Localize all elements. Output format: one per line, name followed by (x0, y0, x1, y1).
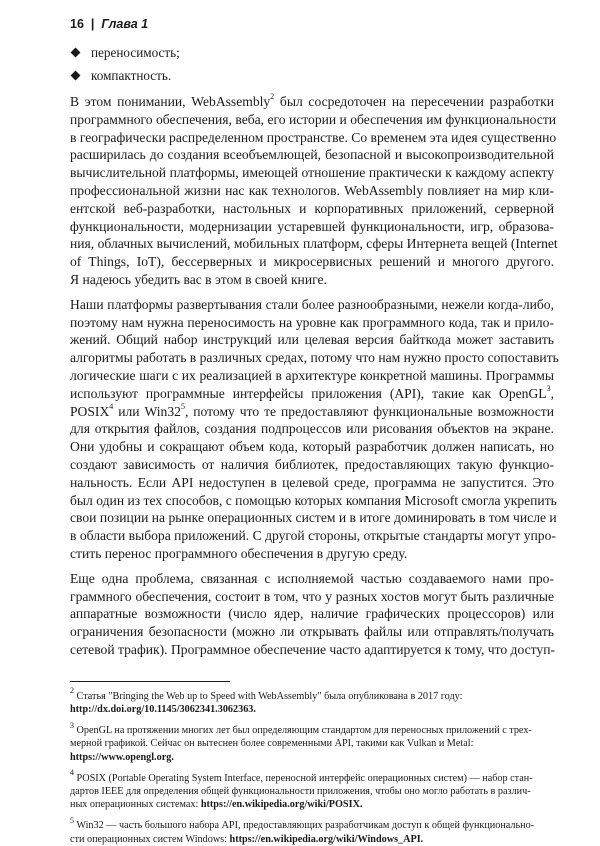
footnote-link[interactable]: https://en.wikipedia.org/wiki/POSIX. (200, 799, 363, 811)
text-line: функциональности, модернизации устаревшей функциональности, игр, образова- (70, 218, 554, 234)
diamond-bullet-icon (71, 71, 81, 81)
text-line: алгоритмы работать в различных средах, потому что нам нужно просто сопоставить (70, 350, 559, 366)
list-item (70, 41, 554, 64)
footnote-number: 4 (70, 768, 74, 778)
footnote-text: сти операционных систем Windows: (70, 833, 230, 845)
paragraph-host-capabilities (70, 570, 554, 659)
footnote-line (70, 815, 554, 832)
text-line: Еще одна проблема, связанная с исполняемой частью создаваемого нами про- (70, 570, 554, 586)
footnote-number: 2 (70, 686, 74, 696)
text-line: используют программные интерфейсы приложения (API), такие как OpenGL$^3$, (70, 384, 554, 401)
footnote-line (70, 720, 554, 737)
footnote-text: POSIX (Portable Operating System Interface, переносной интерфейс операционных систем) — набор стан- (76, 772, 533, 784)
footnote-divider (70, 681, 230, 682)
footnote-line (70, 737, 554, 750)
footnote-ref[interactable]: 2 (270, 92, 275, 102)
text-line: граммного обеспечения, состоит в том, что у разных хостов могут быть различные (70, 588, 554, 604)
diamond-bullet-icon (71, 48, 81, 58)
footnote-line (70, 768, 554, 785)
footnote-text: дартов IEEE для определения общей функциональности приложения, чтобы оно могло работать в различ- (70, 785, 531, 797)
footnote-line (70, 833, 554, 846)
footnote-line (70, 703, 554, 716)
footnote-line (70, 798, 554, 811)
text-line: ограничения безопасности (можно ли открывать файлы или отправлять/получать (70, 624, 554, 640)
footnote-number: 3 (70, 720, 74, 730)
footnote-text: Статья "Bringing the Web up to Speed with WebAssembly" была опубликована в 2017 году: (76, 690, 463, 702)
footnote (70, 686, 554, 716)
text-line: для открытия файлов, создания подпроцессов или рисования объектов на экране. (70, 421, 554, 437)
footnote-link[interactable]: https://www.opengl.org. (70, 751, 174, 763)
footnote-text: Win32 — часть большого набора API, предоставляющих разработчикам доступ к общей функционально- (76, 820, 535, 832)
footnote (70, 768, 554, 812)
text-line: of Things, IoT), бессерверных и микросервисных решений и многого другого. (70, 254, 554, 270)
text-line: Я надеюсь убедить вас в этом в своей книге. (70, 271, 327, 287)
running-header (70, 14, 554, 34)
text-line: расширилась до создания всеобъемлющей, безопасной и высокопроизводительной (70, 147, 554, 163)
footnote (70, 815, 554, 845)
text-line: нальность. Если API недоступен в целевой среде, программа не запустится. Это (70, 474, 554, 490)
text-line: сетевой трафик). Программное обеспечение часто адаптируется к тому, что доступ- (70, 641, 555, 657)
footnote-text: ных операционных системах: (70, 799, 201, 811)
bullet-text: переносимость; (91, 44, 180, 60)
text-line: ентской веб-разработки, настольных и корпоративных приложений, серверной (70, 200, 554, 216)
text-line: POSIX$^4$ или $Win32^5$, потому что те предоставляют функциональные возможности (70, 402, 554, 419)
footnote-link[interactable]: https://en.wikipedia.org/wiki/Windows_API. (229, 833, 424, 845)
footnote-ref[interactable]: 5 (180, 402, 185, 412)
header-separator: | (90, 17, 95, 31)
footnote-text: OpenGL на протяжении многих лет был определяющим стандартом для переносных приложений с трех- (76, 725, 532, 737)
bullet-list (70, 41, 554, 87)
bullet-text: компактность. (91, 67, 172, 83)
page-number: 16 (70, 17, 84, 31)
text-line: логические шаги с их реализацией в архитектуре конкретной машины. Программы (70, 367, 554, 383)
text-line: в географически распределенном пространстве. Со временем эта идея существенно (70, 129, 557, 145)
text-line: свои позиции на рынке операционных систем и в итоге доминировать в том числе и (70, 510, 557, 526)
footnote-line (70, 751, 554, 764)
text-line: аппаратные возможности (число ядер, наличие графических процессоров) или (70, 606, 554, 622)
text-line: создают зависимость от наличия библиотек, предоставляющих такую функцио- (70, 456, 554, 472)
footnote-line (70, 785, 554, 798)
text-line: был один из тех способов, с помощью которых компания Microsoft смогла укрепить (70, 492, 557, 508)
paragraph-portability (70, 296, 559, 563)
text-line: Они удобны и сокращают объем кода, который разработчик должен написать, но (70, 439, 554, 455)
text-line: ния, облачных вычислений, мобильных платформ, сферы Интернета вещей (Internet (70, 236, 558, 252)
text-line: Наши платформы развертывания стали более разнообразными, нежели когда-либо, (70, 296, 554, 312)
footnote-number: 5 (70, 815, 74, 825)
text-line: поэтому нам нужна переносимость на уровне как программного кода, так и прило- (70, 314, 554, 330)
footnote-link[interactable]: http://dx.doi.org/10.1145/3062341.3062363. (70, 703, 256, 715)
text-line: профессиональной жизни нас как технологов. WebAssembly повлияет на мир кли- (70, 182, 554, 198)
footnote (70, 720, 554, 764)
text-line: стить перенос программного обеспечения в другую среду. (70, 545, 408, 561)
text-line: В этом понимании, WebAssembly$^2$ был сосредоточен на пересечении разработки (70, 92, 554, 109)
footnote-ref[interactable]: 4 (109, 402, 114, 412)
text-line: в области выбора приложений. С другой стороны, открытые стандарты могут упро- (70, 528, 556, 544)
list-item (70, 64, 554, 87)
footnote-text: мерной графикой. Сейчас он вытеснен более современными API, такими как Vulkan и Metal: (70, 738, 474, 750)
chapter-title: Глава 1 (101, 17, 149, 31)
text-line: программного обеспечения, веба, его истории и обеспечения им функциональности (70, 111, 557, 127)
text-line: жений. Общий набор инструкций или целевая версия байткода может заставить (70, 332, 554, 348)
footnotes (70, 686, 554, 846)
text-line: вычислительной платформы, имеющей отношение практически к каждому аспекту (70, 165, 554, 181)
footnote-ref[interactable]: 3 (546, 384, 551, 394)
footnote-line (70, 686, 554, 703)
paragraph-webassembly-scope (70, 92, 558, 289)
